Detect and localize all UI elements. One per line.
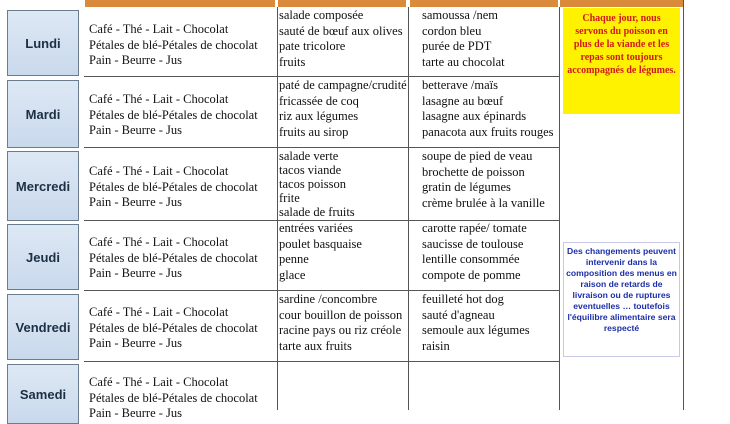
day-label: Jeudi xyxy=(7,224,79,290)
breakfast-cell: Café - Thé - Lait - Chocolat Pétales de blé-Pétales de chocolat Pain - Beurre - Jus xyxy=(89,305,258,350)
day-label: Mardi xyxy=(7,80,79,148)
info-note-yellow: Chaque jour, nous servons du poisson en plus de la viande et les repas sont toujours accompagnés de légumes. xyxy=(563,8,680,114)
header-info xyxy=(560,0,683,7)
dinner-cell: betterave /maïs lasagne au bœuf lasagne aux épinards panacota aux fruits rouges xyxy=(422,78,554,139)
lunch-cell: salade verte tacos viande tacos poisson frite salade de fruits xyxy=(279,149,355,219)
header-dinner xyxy=(410,0,558,7)
dinner-cell: soupe de pied de veau brochette de poisson gratin de légumes crème brulée à la vanille xyxy=(422,149,545,210)
header-breakfast xyxy=(85,0,275,7)
day-label: Lundi xyxy=(7,10,79,76)
dinner-cell: feuilleté hot dog sauté d'agneau semoule aux légumes raisin xyxy=(422,292,530,353)
breakfast-cell: Café - Thé - Lait - Chocolat Pétales de blé-Pétales de chocolat Pain - Beurre - Jus xyxy=(89,164,258,209)
dinner-cell: carotte rapée/ tomate saucisse de toulouse lentille consommée compote de pomme xyxy=(422,221,527,282)
lunch-cell: paté de campagne/crudité fricassée de coq riz aux légumes fruits au sirop xyxy=(279,78,407,139)
breakfast-cell: Café - Thé - Lait - Chocolat Pétales de blé-Pétales de chocolat Pain - Beurre - Jus xyxy=(89,92,258,137)
day-label: Vendredi xyxy=(7,294,79,360)
lunch-cell: entrées variées poulet basquaise penne glace xyxy=(279,221,362,282)
lunch-cell: sardine /concombre cour bouillon de poisson racine pays ou riz créole tarte aux fruits xyxy=(279,292,403,353)
info-note-blue: Des changements peuvent intervenir dans la composition des menus en raison de retards de livraison ou de ruptures eventuelles … toutefois l'équilibre alimentaire sera respecté xyxy=(563,242,680,357)
breakfast-cell: Café - Thé - Lait - Chocolat Pétales de blé-Pétales de chocolat Pain - Beurre - Jus xyxy=(89,22,258,67)
breakfast-cell: Café - Thé - Lait - Chocolat Pétales de blé-Pétales de chocolat Pain - Beurre - Jus xyxy=(89,235,258,280)
dinner-cell: samoussa /nem cordon bleu purée de PDT tarte au chocolat xyxy=(422,8,505,69)
lunch-cell: salade composée sauté de bœuf aux olives pate tricolore fruits xyxy=(279,8,403,69)
header-lunch xyxy=(278,0,406,7)
breakfast-cell: Café - Thé - Lait - Chocolat Pétales de blé-Pétales de chocolat Pain - Beurre - Jus xyxy=(89,375,258,420)
day-label: Mercredi xyxy=(7,151,79,221)
day-label: Samedi xyxy=(7,364,79,424)
